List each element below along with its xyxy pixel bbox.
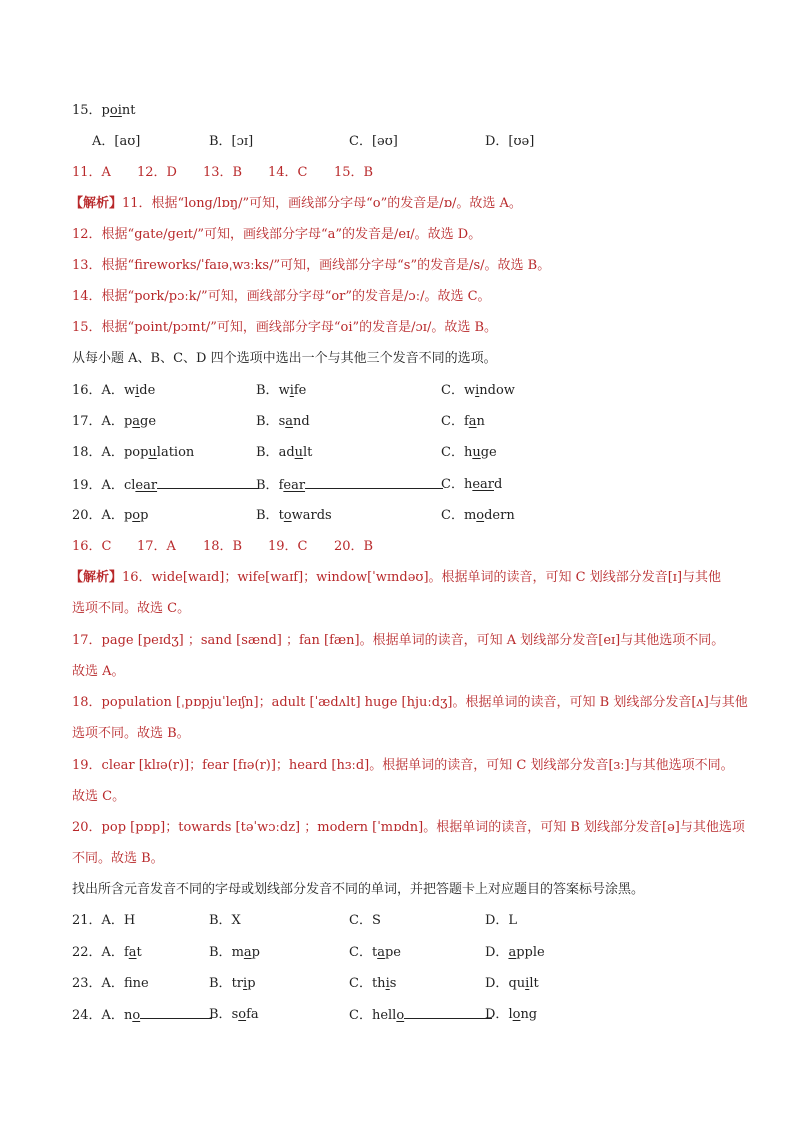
option-d: D．[ʊə]: [485, 134, 535, 149]
option-c: C．hello: [349, 1006, 492, 1025]
option-d: D．L: [485, 913, 518, 928]
explanation-11: 【解析】11．根据“long/lɒŋ/”可知，画线部分字母“o”的发音是/ɒ/。故选 A。: [70, 196, 522, 211]
option-b: B．[ɔɪ]: [209, 134, 254, 149]
explanation-12: 12．根据“gate/ɡeɪt/”可知，画线部分字母“a”的发音是/eɪ/。故选 D。: [72, 227, 482, 242]
option-b: B．trip: [209, 976, 256, 991]
option-c: C．this: [349, 976, 397, 991]
explanation-16-cont: 选项不同。故选 C。: [72, 601, 191, 616]
option-c: C．window: [441, 383, 515, 398]
answer-blank: [305, 476, 443, 489]
option-c: C．tape: [349, 945, 401, 960]
explanation-17-cont: 故选 A。: [72, 664, 125, 679]
option-c: C．heard: [441, 477, 503, 492]
answer-blank: [157, 476, 259, 489]
answer-16: 16．C: [72, 539, 112, 554]
explanation-16: 【解析】16．wide[waɪd]；wife[waɪf]；window[ˈwɪndəʊ]。根据单词的读音，可知 C 划线部分发音[ɪ]与其他: [70, 570, 722, 585]
question-15: [72, 102, 724, 120]
option-d: D．quilt: [485, 976, 539, 991]
explanation-13: 13．根据“fireworks/ˈfaɪəˌwɜːks/”可知，画线部分字母“s”的发音是/s/。故选 B。: [72, 258, 551, 273]
answer-blank: [404, 1006, 492, 1019]
explanation-19-cont: 故选 C。: [72, 789, 126, 804]
answer-20: 20．B: [334, 539, 374, 554]
word: point: [101, 103, 136, 118]
option-b: B．sand: [256, 414, 310, 429]
explanation-18: 18．population [ˌpɒpjuˈleɪʃn]；adult [ˈædʌlt] huge [hjuːdʒ]。根据单词的读音，可知 B 划线部分发音[ʌ]与其他: [72, 695, 748, 710]
option-a: 24．A．no: [72, 1006, 212, 1025]
option-c: C．modern: [441, 508, 515, 523]
answer-15: 15．B: [334, 165, 374, 180]
option-a: 16．A．wide: [72, 383, 156, 398]
option-a: 22．A．fat: [72, 945, 142, 960]
option-b: B．map: [209, 945, 260, 960]
answer-14: 14．C: [268, 165, 308, 180]
option-d: D．apple: [485, 945, 545, 960]
option-a: 23．A．fne: [72, 976, 149, 991]
option-a: 21．A．H: [72, 913, 136, 928]
answer-19: 19．C: [268, 539, 308, 554]
option-c: C．huge: [441, 445, 497, 460]
explanation-20-cont: 不同。故选 B。: [72, 851, 164, 866]
answer-12: 12．D: [137, 165, 177, 180]
explanation-15: 15．根据“point/pɔɪnt/”可知，画线部分字母“oi”的发音是/ɔɪ/。故选 B。: [72, 320, 498, 335]
option-c: C．S: [349, 913, 381, 928]
option-c: C．[əʊ]: [349, 134, 398, 149]
option-c: C．fan: [441, 414, 485, 429]
section-instruction: 从每小题 A、B、C、D 四个选项中选出一个与其他三个发音不同的选项。: [72, 351, 497, 366]
option-a: 18．A．population: [72, 445, 195, 460]
explanation-tag: 【解析】: [70, 196, 123, 211]
explanation-14: 14．根据“pork/pɔːk/”可知，画线部分字母“or”的发音是/ɔː/。故选 C。: [72, 289, 491, 304]
question-number: 15．: [72, 103, 102, 118]
option-b: B．X: [209, 913, 241, 928]
answer-18: 18．B: [203, 539, 243, 554]
explanation-tag: 【解析】: [70, 570, 123, 585]
answer-blank: [140, 1006, 212, 1019]
option-b: B．towards: [256, 508, 332, 523]
explanation-17: 17．page [peɪdʒ] ；sand [sænd] ；fan [fæn]。根据单词的读音，可知 A 划线部分发音[eɪ]与其他选项不同。: [72, 633, 725, 648]
answer-11: 11．A: [72, 165, 111, 180]
answer-17: 17．A: [137, 539, 176, 554]
option-a: 19．A．clear: [72, 476, 259, 495]
option-a: 20．A．pop: [72, 508, 149, 523]
option-b: B．wife: [256, 383, 307, 398]
explanation-18-cont: 选项不同。故选 B。: [72, 726, 190, 741]
option-b: B．adult: [256, 445, 313, 460]
explanation-19: 19．clear [klɪə(r)]；fear [fɪə(r)]；heard [hɜːd]。根据单词的读音，可知 C 划线部分发音[ɜː]与其他选项不同。: [72, 758, 734, 773]
option-b: B．fear: [256, 476, 443, 495]
section-instruction: 找出所含元音发音不同的字母或划线部分发音不同的单词，并把答题卡上对应题目的答案标号涂黑。: [72, 882, 645, 897]
option-d: D．long: [485, 1007, 538, 1022]
option-a: A．[aʊ]: [92, 134, 141, 149]
answer-13: 13．B: [203, 165, 243, 180]
option-b: B．sofa: [209, 1007, 259, 1022]
option-a: 17．A．page: [72, 414, 157, 429]
explanation-20: 20．pop [pɒp]；towards [təˈwɔːdz] ；modern [ˈmɒdn]。根据单词的读音，可知 B 划线部分发音[ə]与其他选项: [72, 820, 745, 835]
